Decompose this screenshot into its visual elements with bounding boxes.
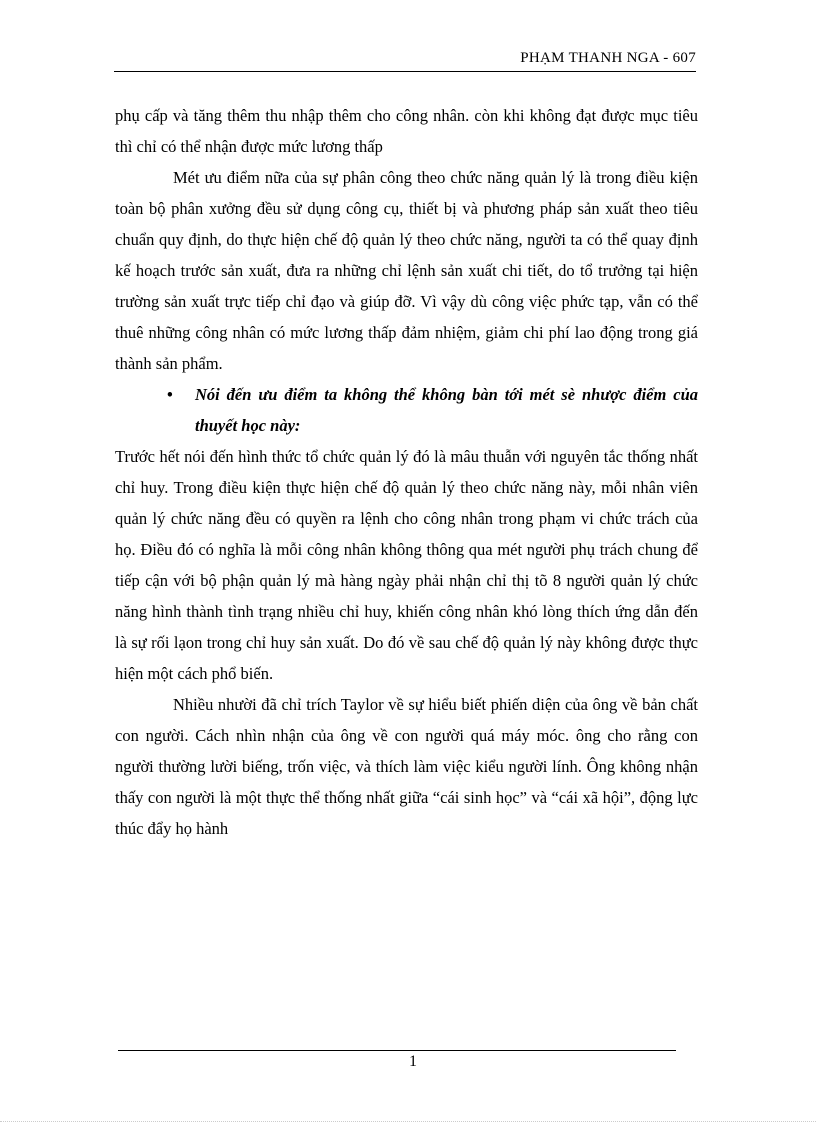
- page-number: 1: [409, 1053, 417, 1070]
- bullet-icon: •: [167, 385, 173, 404]
- paragraph-2: Mét ưu điểm nữa của sự phân công theo chức năng quản lý là trong điều kiện toàn bộ phân xưởng đều sử dụng công cụ, thiết bị và phương pháp sản xuất theo tiêu chuẩn quy định, do thực hiện chế độ quản lý theo chức năng, người ta có thể quay định kế hoạch trước sản xuất, đưa ra những chỉ lệnh sản xuất chi tiết, do tổ trưởng tại hiện trường sản xuất trực tiếp chỉ đạo và giúp đỡ. Vì vậy dù công việc phức tạp, vẫn có thể thuê những công nhân có mức lương thấp đảm nhiệm, giảm chi phí lao động trong giá thành sản phẩm.: [115, 168, 698, 373]
- page-header: PHẠM THANH NGA - 607: [520, 50, 696, 66]
- bullet-item: [115, 379, 698, 441]
- page-bottom-divider: [0, 1121, 816, 1122]
- document-body: [115, 100, 698, 844]
- paragraph-4: Nhiều nhười đã chỉ trích Taylor về sự hiểu biết phiến diện của ông về bản chất con người. Cách nhìn nhận của ông về con người quá máy móc. ông cho rằng con người thường lười biếng, trốn việc, và thích làm việc kiểu người lính. Ông không nhận thấy con người là một thực thể thống nhất giữa “cái sinh học” và “cái xã hội”, động lực thúc đẩy họ hành: [115, 695, 698, 838]
- header-rule: [114, 71, 696, 72]
- footer-rule: [118, 1050, 676, 1051]
- bullet-heading: Nói đến ưu điểm ta không thể không bàn tới mét sè nhược điểm của thuyết học này:: [195, 385, 698, 435]
- paragraph-1: phụ cấp và tăng thêm thu nhập thêm cho công nhân. còn khi không đạt được mục tiêu thì chỉ có thể nhận được mức lương thấp: [115, 106, 698, 156]
- paragraph-3: Trước hết nói đến hình thức tổ chức quản lý đó là mâu thuẫn với nguyên tắc thống nhất chỉ huy. Trong điều kiện thực hiện chế độ quản lý theo chức năng này, mỗi nhân viên quản lý chức năng đều có quyền ra lệnh cho công nhân trong phạm vi chức trách của họ. Điều đó có nghĩa là mỗi công nhân không thông qua mét người phụ trách chung để tiếp cận với bộ phận quản lý mà hàng ngày phải nhận chỉ thị tõ 8 người quản lý chức năng hình thành tình trạng nhiều chỉ huy, khiến công nhân khó lòng thích ứng dẫn đến là sự rối lạon trong chỉ huy sản xuất. Do đó về sau chế độ quản lý này không được thực hiện một cách phổ biến.: [115, 447, 698, 683]
